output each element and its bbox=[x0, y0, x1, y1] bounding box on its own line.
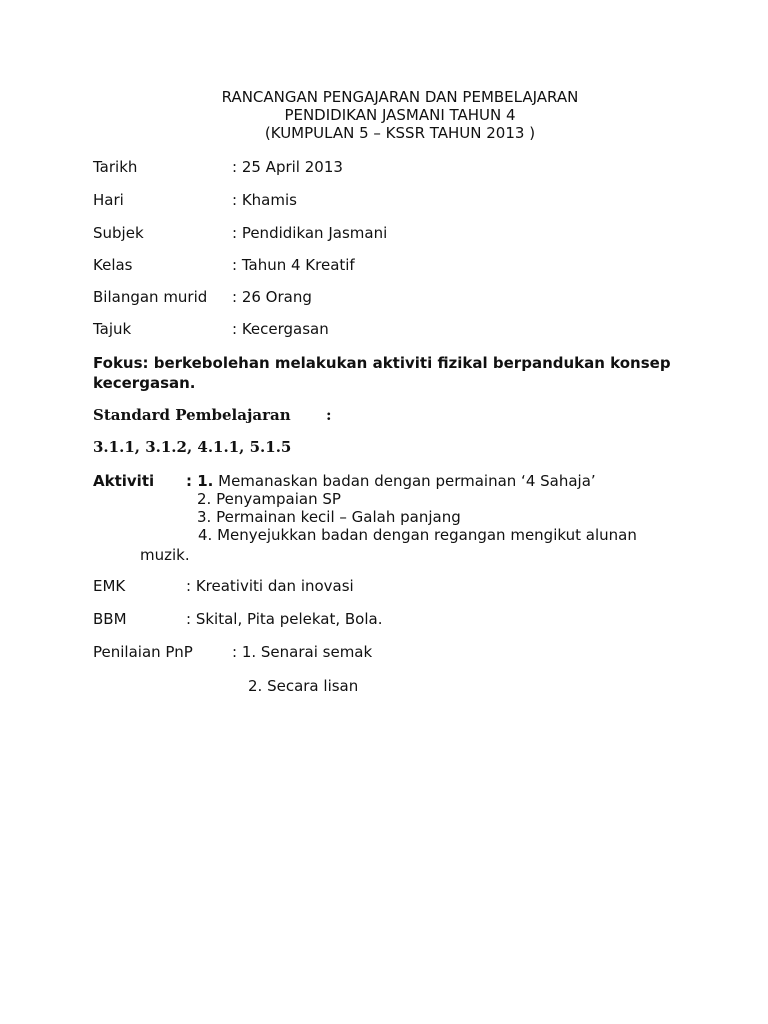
hari-value: : Khamis bbox=[232, 191, 297, 209]
penilaian-value-1: : 1. Senarai semak bbox=[232, 643, 373, 661]
title-line-1: RANCANGAN PENGAJARAN DAN PEMBELAJARAN bbox=[221, 88, 579, 106]
tajuk-value: : Kecergasan bbox=[232, 320, 329, 338]
aktiviti-item-1 bbox=[186, 472, 596, 490]
penilaian-value-2: 2. Secara lisan bbox=[248, 677, 359, 695]
tarikh-value: : 25 April 2013 bbox=[232, 158, 343, 176]
title-line-3: (KUMPULAN 5 – KSSR TAHUN 2013 ) bbox=[264, 124, 536, 142]
emk-value: : Kreativiti dan inovasi bbox=[186, 577, 354, 595]
aktiviti-item-1-text: Memanaskan badan dengan permainan ‘4 Sahaja’ bbox=[213, 472, 596, 490]
aktiviti-item-4: 4. Menyejukkan badan dengan regangan mengikut alunan bbox=[198, 526, 637, 544]
bilangan-label: Bilangan murid bbox=[93, 288, 208, 306]
bbm-label: BBM bbox=[93, 610, 127, 628]
kelas-value: : Tahun 4 Kreatif bbox=[232, 256, 355, 274]
aktiviti-colon: : 1. bbox=[186, 472, 214, 490]
aktiviti-label: Aktiviti bbox=[93, 472, 155, 490]
hari-label: Hari bbox=[93, 191, 124, 209]
aktiviti-item-4-continued: muzik. bbox=[140, 546, 190, 564]
tarikh-label: Tarikh bbox=[93, 158, 138, 176]
aktiviti-item-3: 3. Permainan kecil – Galah panjang bbox=[197, 508, 461, 526]
fokus-line-1: Fokus: berkebolehan melakukan aktiviti fizikal berpandukan konsep bbox=[93, 354, 671, 372]
subjek-label: Subjek bbox=[93, 224, 144, 242]
penilaian-label: Penilaian PnP bbox=[93, 643, 193, 661]
emk-label: EMK bbox=[93, 577, 126, 595]
bbm-value: : Skital, Pita pelekat, Bola. bbox=[186, 610, 383, 628]
bilangan-value: : 26 Orang bbox=[232, 288, 312, 306]
kelas-label: Kelas bbox=[93, 256, 133, 274]
standard-codes: 3.1.1, 3.1.2, 4.1.1, 5.1.5 bbox=[93, 438, 292, 456]
title-line-2: PENDIDIKAN JASMANI TAHUN 4 bbox=[284, 106, 516, 124]
aktiviti-item-2: 2. Penyampaian SP bbox=[197, 490, 341, 508]
subjek-value: : Pendidikan Jasmani bbox=[232, 224, 388, 242]
tajuk-label: Tajuk bbox=[93, 320, 132, 338]
fokus-line-2: kecergasan. bbox=[93, 374, 196, 392]
standard-label: Standard Pembelajaran bbox=[93, 406, 291, 424]
standard-colon: : bbox=[326, 406, 332, 424]
